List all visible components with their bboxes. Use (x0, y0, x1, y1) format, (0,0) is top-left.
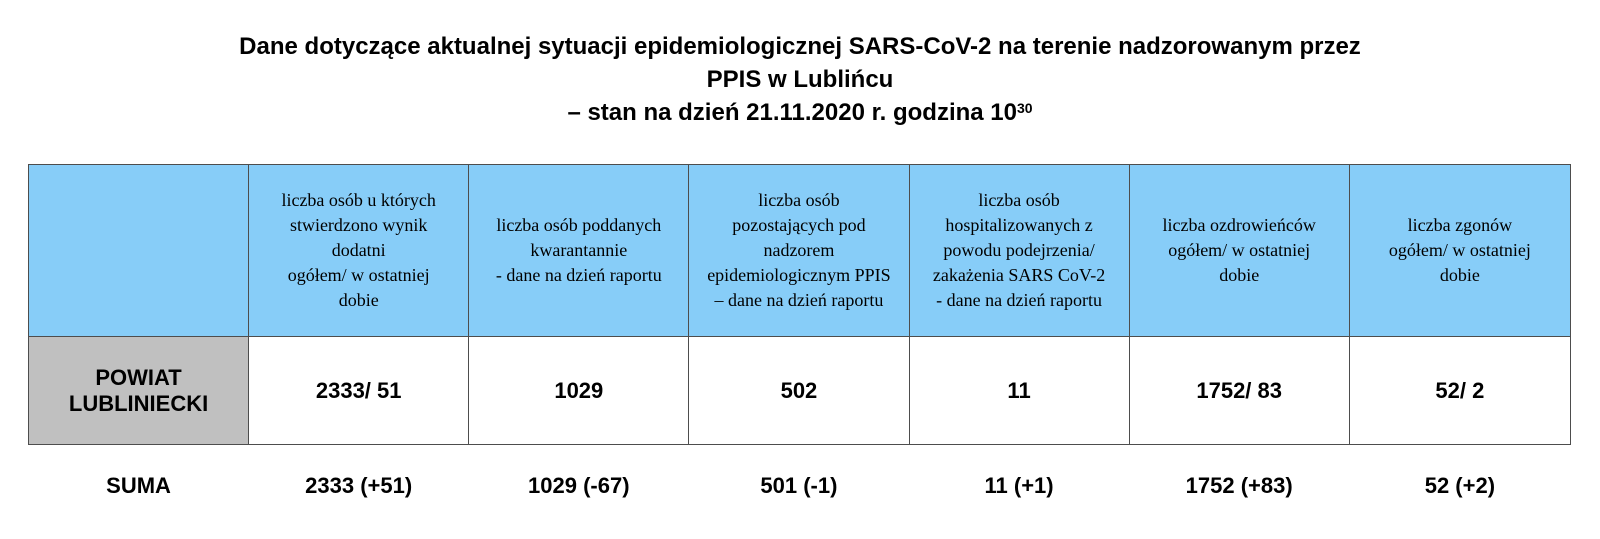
header-text: – dane na dzień raportu (714, 290, 884, 310)
header-text: - dane na dzień raportu (495, 265, 662, 285)
header-text: - dane na dzień raportu (936, 290, 1103, 310)
header-text: ogółem/ w ostatniej (1168, 240, 1311, 260)
header-text: dobie (338, 290, 379, 310)
header-text: liczba zgonów (1407, 215, 1513, 235)
cell-hospitalized: 11 (909, 337, 1129, 445)
sum-recovered: 1752 (+83) (1129, 445, 1349, 527)
epidemiology-table (28, 164, 1571, 527)
header-text: stwierdzono wynik (289, 215, 428, 235)
header-text: ogółem/ w ostatniej (1388, 240, 1531, 260)
title-line-2: PPIS w Lublińcu (706, 66, 894, 93)
sum-positive: 2333 (+51) (249, 445, 469, 527)
table-row (29, 337, 1571, 445)
header-text: liczba ozdrowieńców (1162, 215, 1316, 235)
row-label-line-2: LUBLINIECKI (68, 390, 209, 416)
header-text: liczba osób u których (281, 190, 436, 210)
header-text: pozostających pod (732, 215, 866, 235)
header-cell-recovered (1129, 165, 1349, 337)
header-text: liczba osób (758, 190, 840, 210)
header-text: zakażenia SARS CoV-2 (932, 265, 1106, 285)
header-cell-quarantine (469, 165, 689, 337)
header-text: liczba osób poddanych (496, 215, 662, 235)
title-line-1: Dane dotyczące aktualnej sytuacji epidemiologicznej SARS-CoV-2 na terenie nadzorowanym przez (239, 33, 1361, 60)
sum-quarantine: 1029 (-67) (469, 445, 689, 527)
header-text: hospitalizowanych z (945, 215, 1093, 235)
cell-quarantine: 1029 (469, 337, 689, 445)
header-cell-positive (249, 165, 469, 337)
header-cell-deaths (1349, 165, 1570, 337)
header-cell-hospitalized (909, 165, 1129, 337)
sum-hospitalized: 11 (+1) (909, 445, 1129, 527)
sum-supervision: 501 (-1) (689, 445, 909, 527)
header-text: dodatni (331, 240, 386, 260)
header-text: liczba osób (978, 190, 1060, 210)
cell-deaths: 52/ 2 (1349, 337, 1570, 445)
title-date: – stan na dzień 21.11.2020 r. godzina 10 (567, 99, 1017, 126)
header-text: dobie (1219, 265, 1260, 285)
header-text: nadzorem (763, 240, 835, 260)
header-text: kwarantannie (530, 240, 628, 260)
sum-deaths: 52 (+2) (1349, 445, 1570, 527)
row-label-line-1: POWIAT (95, 364, 182, 390)
report-title (0, 30, 1600, 129)
sum-row (29, 445, 1571, 527)
cell-supervision: 502 (689, 337, 909, 445)
header-cell-supervision (689, 165, 909, 337)
header-text: powodu podejrzenia/ (943, 240, 1095, 260)
header-text: epidemiologicznym PPIS (707, 265, 891, 285)
title-time-superscript: 30 (1016, 100, 1033, 116)
title-line-3 (0, 96, 1600, 129)
header-row (29, 165, 1571, 337)
header-cell-empty (29, 165, 249, 337)
header-text: ogółem/ w ostatniej (287, 265, 430, 285)
header-text: dobie (1439, 265, 1480, 285)
cell-recovered: 1752/ 83 (1129, 337, 1349, 445)
row-label-cell (29, 337, 249, 445)
sum-label: SUMA (29, 445, 249, 527)
cell-positive: 2333/ 51 (249, 337, 469, 445)
